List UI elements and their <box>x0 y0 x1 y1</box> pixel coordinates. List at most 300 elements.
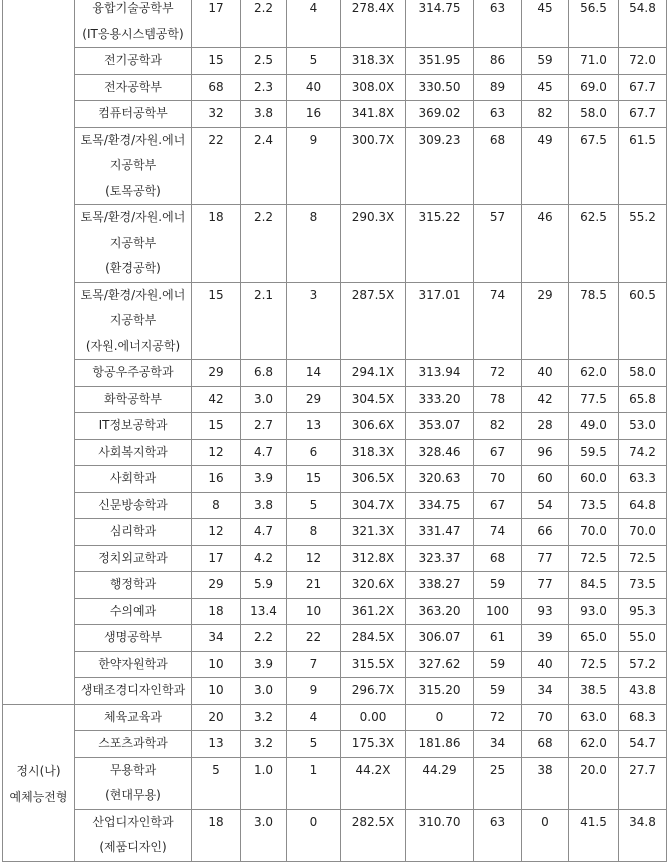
value-cell-c2: 2.4 <box>241 127 287 205</box>
value-cell-c8: 20.0 <box>569 757 619 809</box>
value-cell-c5: 320.63 <box>406 466 474 493</box>
value-cell-c1: 18 <box>192 598 241 625</box>
department-name: 전기공학과 <box>104 53 162 67</box>
value-cell-c3: 8 <box>287 205 341 283</box>
value-cell-c4: 318.3X <box>341 439 406 466</box>
value-cell-c3: 15 <box>287 466 341 493</box>
department-cell <box>75 74 192 101</box>
table-row <box>3 545 667 572</box>
value-cell-c1: 5 <box>192 757 241 809</box>
table-row <box>3 74 667 101</box>
value-cell-c9: 72.5 <box>619 545 667 572</box>
table-row <box>3 519 667 546</box>
value-cell-c2: 2.5 <box>241 48 287 75</box>
value-cell-c4: 287.5X <box>341 282 406 360</box>
value-cell-c5: 315.22 <box>406 205 474 283</box>
table-row <box>3 0 667 48</box>
value-cell-c2: 3.0 <box>241 678 287 705</box>
value-cell-c9: 72.0 <box>619 48 667 75</box>
value-cell-c1: 32 <box>192 101 241 128</box>
value-cell-c5: 327.62 <box>406 651 474 678</box>
value-cell-c9: 57.2 <box>619 651 667 678</box>
value-cell-c5: 328.46 <box>406 439 474 466</box>
value-cell-c3: 40 <box>287 74 341 101</box>
value-cell-c3: 7 <box>287 651 341 678</box>
value-cell-c8: 49.0 <box>569 413 619 440</box>
value-cell-c4: 296.7X <box>341 678 406 705</box>
value-cell-c4: 312.8X <box>341 545 406 572</box>
department-name: 무용학과 <box>109 762 157 777</box>
value-cell-c7: 77 <box>522 572 569 599</box>
table-row <box>3 282 667 360</box>
value-cell-c7: 59 <box>522 48 569 75</box>
department-cell <box>75 205 192 283</box>
value-cell-c9: 58.0 <box>619 360 667 387</box>
value-cell-c8: 84.5 <box>569 572 619 599</box>
table-row <box>3 205 667 283</box>
value-cell-c8: 71.0 <box>569 48 619 75</box>
value-cell-c6: 67 <box>474 439 522 466</box>
value-cell-c2: 3.0 <box>241 386 287 413</box>
value-cell-c6: 70 <box>474 466 522 493</box>
value-cell-c4: 175.3X <box>341 731 406 758</box>
value-cell-c5: 0 <box>406 704 474 731</box>
value-cell-c2: 3.2 <box>241 731 287 758</box>
value-cell-c5: 323.37 <box>406 545 474 572</box>
department-name: 전자공학부 <box>104 79 162 94</box>
table-row <box>3 492 667 519</box>
value-cell-c5: 351.95 <box>406 48 474 75</box>
value-cell-c7: 82 <box>522 101 569 128</box>
department-cell <box>75 439 192 466</box>
value-cell-c9: 34.8 <box>619 809 667 861</box>
value-cell-c7: 96 <box>522 439 569 466</box>
value-cell-c9: 53.0 <box>619 413 667 440</box>
department-name: 산업디자인학과 <box>92 814 174 829</box>
value-cell-c5: 44.29 <box>406 757 474 809</box>
value-cell-c2: 2.2 <box>241 0 287 48</box>
value-cell-c1: 12 <box>192 439 241 466</box>
value-cell-c2: 3.9 <box>241 466 287 493</box>
value-cell-c6: 59 <box>474 651 522 678</box>
value-cell-c3: 9 <box>287 127 341 205</box>
department-name: IT정보공학과 <box>98 418 168 432</box>
value-cell-c2: 4.7 <box>241 439 287 466</box>
value-cell-c5: 330.50 <box>406 74 474 101</box>
value-cell-c4: 278.4X <box>341 0 406 48</box>
value-cell-c9: 74.2 <box>619 439 667 466</box>
department-name: 행정학과 <box>109 577 157 591</box>
value-cell-c1: 15 <box>192 413 241 440</box>
value-cell-c3: 0 <box>287 809 341 861</box>
value-cell-c6: 74 <box>474 282 522 360</box>
value-cell-c7: 42 <box>522 386 569 413</box>
value-cell-c1: 10 <box>192 651 241 678</box>
value-cell-c7: 39 <box>522 625 569 652</box>
value-cell-c8: 93.0 <box>569 598 619 625</box>
value-cell-c5: 306.07 <box>406 625 474 652</box>
value-cell-c9: 64.8 <box>619 492 667 519</box>
value-cell-c5: 331.47 <box>406 519 474 546</box>
value-cell-c9: 43.8 <box>619 678 667 705</box>
value-cell-c6: 34 <box>474 731 522 758</box>
department-name: 항공우주공학과 <box>92 365 174 379</box>
value-cell-c6: 59 <box>474 678 522 705</box>
value-cell-c3: 9 <box>287 678 341 705</box>
value-cell-c4: 361.2X <box>341 598 406 625</box>
value-cell-c7: 45 <box>522 0 569 48</box>
value-cell-c3: 16 <box>287 101 341 128</box>
value-cell-c7: 70 <box>522 704 569 731</box>
department-cell <box>75 386 192 413</box>
value-cell-c7: 60 <box>522 466 569 493</box>
department-name: 토목/환경/자원.에너 <box>80 287 186 302</box>
admission-type-cell <box>3 704 75 861</box>
department-name: (토목공학) <box>105 183 161 198</box>
value-cell-c9: 70.0 <box>619 519 667 546</box>
value-cell-c3: 14 <box>287 360 341 387</box>
value-cell-c5: 333.20 <box>406 386 474 413</box>
value-cell-c1: 17 <box>192 545 241 572</box>
value-cell-c3: 12 <box>287 545 341 572</box>
value-cell-c9: 55.2 <box>619 205 667 283</box>
department-name: 신문방송학과 <box>98 497 168 512</box>
value-cell-c2: 4.2 <box>241 545 287 572</box>
value-cell-c2: 2.2 <box>241 205 287 283</box>
value-cell-c3: 21 <box>287 572 341 599</box>
value-cell-c8: 38.5 <box>569 678 619 705</box>
value-cell-c4: 0.00 <box>341 704 406 731</box>
department-cell <box>75 101 192 128</box>
value-cell-c2: 1.0 <box>241 757 287 809</box>
value-cell-c3: 5 <box>287 731 341 758</box>
department-name: 토목/환경/자원.에너 <box>80 132 186 147</box>
value-cell-c6: 72 <box>474 360 522 387</box>
value-cell-c5: 315.20 <box>406 678 474 705</box>
department-cell <box>75 0 192 48</box>
value-cell-c6: 74 <box>474 519 522 546</box>
value-cell-c2: 2.3 <box>241 74 287 101</box>
department-name: 스포츠과학과 <box>98 736 168 750</box>
value-cell-c3: 29 <box>287 386 341 413</box>
value-cell-c8: 72.5 <box>569 545 619 572</box>
value-cell-c8: 69.0 <box>569 74 619 101</box>
table-row <box>3 48 667 75</box>
admission-type-cell <box>3 0 75 704</box>
value-cell-c2: 2.1 <box>241 282 287 360</box>
value-cell-c1: 15 <box>192 48 241 75</box>
value-cell-c2: 6.8 <box>241 360 287 387</box>
department-cell <box>75 282 192 360</box>
value-cell-c7: 38 <box>522 757 569 809</box>
value-cell-c9: 61.5 <box>619 127 667 205</box>
value-cell-c5: 309.23 <box>406 127 474 205</box>
department-name: 지공학부 <box>109 235 157 250</box>
value-cell-c9: 55.0 <box>619 625 667 652</box>
value-cell-c5: 369.02 <box>406 101 474 128</box>
value-cell-c4: 315.5X <box>341 651 406 678</box>
value-cell-c4: 308.0X <box>341 74 406 101</box>
value-cell-c8: 58.0 <box>569 101 619 128</box>
value-cell-c8: 59.5 <box>569 439 619 466</box>
department-name: (제품디자인) <box>99 840 167 854</box>
value-cell-c8: 62.0 <box>569 731 619 758</box>
value-cell-c8: 56.5 <box>569 0 619 48</box>
table-row <box>3 413 667 440</box>
value-cell-c3: 4 <box>287 0 341 48</box>
value-cell-c4: 290.3X <box>341 205 406 283</box>
department-cell <box>75 625 192 652</box>
value-cell-c1: 10 <box>192 678 241 705</box>
value-cell-c1: 15 <box>192 282 241 360</box>
department-name: 생태조경디자인학과 <box>80 683 186 697</box>
value-cell-c4: 304.5X <box>341 386 406 413</box>
value-cell-c3: 6 <box>287 439 341 466</box>
value-cell-c6: 72 <box>474 704 522 731</box>
value-cell-c9: 54.8 <box>619 0 667 48</box>
table-row <box>3 678 667 705</box>
value-cell-c1: 22 <box>192 127 241 205</box>
value-cell-c8: 70.0 <box>569 519 619 546</box>
department-cell <box>75 731 192 758</box>
value-cell-c9: 95.3 <box>619 598 667 625</box>
department-cell <box>75 545 192 572</box>
value-cell-c2: 3.8 <box>241 101 287 128</box>
value-cell-c2: 5.9 <box>241 572 287 599</box>
value-cell-c2: 13.4 <box>241 598 287 625</box>
value-cell-c9: 60.5 <box>619 282 667 360</box>
table-row <box>3 651 667 678</box>
value-cell-c8: 60.0 <box>569 466 619 493</box>
value-cell-c7: 0 <box>522 809 569 861</box>
department-cell <box>75 519 192 546</box>
value-cell-c2: 2.2 <box>241 625 287 652</box>
table-row <box>3 101 667 128</box>
value-cell-c6: 89 <box>474 74 522 101</box>
department-cell <box>75 757 192 809</box>
value-cell-c6: 25 <box>474 757 522 809</box>
value-cell-c6: 86 <box>474 48 522 75</box>
value-cell-c2: 3.9 <box>241 651 287 678</box>
department-name: 한약자원학과 <box>98 656 168 671</box>
value-cell-c9: 68.3 <box>619 704 667 731</box>
value-cell-c9: 27.7 <box>619 757 667 809</box>
department-name: 컴퓨터공학부 <box>98 106 168 120</box>
department-cell <box>75 704 192 731</box>
value-cell-c6: 63 <box>474 809 522 861</box>
value-cell-c4: 318.3X <box>341 48 406 75</box>
value-cell-c4: 320.6X <box>341 572 406 599</box>
department-name: (환경공학) <box>105 261 161 275</box>
value-cell-c8: 41.5 <box>569 809 619 861</box>
department-name: 정치외교학과 <box>98 550 168 565</box>
value-cell-c3: 22 <box>287 625 341 652</box>
value-cell-c4: 294.1X <box>341 360 406 387</box>
value-cell-c9: 67.7 <box>619 101 667 128</box>
department-cell <box>75 651 192 678</box>
value-cell-c7: 77 <box>522 545 569 572</box>
value-cell-c8: 67.5 <box>569 127 619 205</box>
department-cell <box>75 809 192 861</box>
department-name: (IT응용시스템공학) <box>82 26 184 41</box>
value-cell-c2: 3.2 <box>241 704 287 731</box>
department-cell <box>75 413 192 440</box>
department-name: (자원.에너지공학) <box>85 338 181 353</box>
value-cell-c6: 61 <box>474 625 522 652</box>
value-cell-c7: 29 <box>522 282 569 360</box>
value-cell-c7: 34 <box>522 678 569 705</box>
value-cell-c6: 68 <box>474 127 522 205</box>
table-row <box>3 625 667 652</box>
value-cell-c5: 363.20 <box>406 598 474 625</box>
table-row <box>3 127 667 205</box>
value-cell-c5: 334.75 <box>406 492 474 519</box>
value-cell-c6: 59 <box>474 572 522 599</box>
value-cell-c7: 49 <box>522 127 569 205</box>
value-cell-c1: 29 <box>192 360 241 387</box>
value-cell-c4: 306.5X <box>341 466 406 493</box>
department-name: 사회학과 <box>109 471 157 485</box>
department-name: 화학공학부 <box>104 391 162 406</box>
value-cell-c5: 313.94 <box>406 360 474 387</box>
value-cell-c7: 40 <box>522 360 569 387</box>
department-cell <box>75 598 192 625</box>
value-cell-c2: 2.7 <box>241 413 287 440</box>
value-cell-c1: 13 <box>192 731 241 758</box>
department-cell <box>75 572 192 599</box>
department-cell <box>75 678 192 705</box>
value-cell-c3: 8 <box>287 519 341 546</box>
value-cell-c4: 284.5X <box>341 625 406 652</box>
table-row <box>3 439 667 466</box>
value-cell-c6: 100 <box>474 598 522 625</box>
value-cell-c5: 181.86 <box>406 731 474 758</box>
value-cell-c3: 13 <box>287 413 341 440</box>
value-cell-c1: 8 <box>192 492 241 519</box>
value-cell-c5: 310.70 <box>406 809 474 861</box>
table-row <box>3 360 667 387</box>
value-cell-c5: 317.01 <box>406 282 474 360</box>
department-name: 생명공학부 <box>104 630 162 644</box>
table-row <box>3 731 667 758</box>
value-cell-c6: 63 <box>474 101 522 128</box>
value-cell-c1: 16 <box>192 466 241 493</box>
value-cell-c4: 300.7X <box>341 127 406 205</box>
value-cell-c3: 5 <box>287 48 341 75</box>
value-cell-c1: 20 <box>192 704 241 731</box>
value-cell-c4: 321.3X <box>341 519 406 546</box>
value-cell-c7: 46 <box>522 205 569 283</box>
value-cell-c1: 34 <box>192 625 241 652</box>
department-name: 지공학부 <box>109 158 157 172</box>
value-cell-c4: 44.2X <box>341 757 406 809</box>
value-cell-c2: 3.0 <box>241 809 287 861</box>
value-cell-c6: 68 <box>474 545 522 572</box>
value-cell-c1: 42 <box>192 386 241 413</box>
value-cell-c5: 314.75 <box>406 0 474 48</box>
value-cell-c7: 68 <box>522 731 569 758</box>
value-cell-c8: 65.0 <box>569 625 619 652</box>
department-name: 심리학과 <box>109 524 157 538</box>
table-row <box>3 757 667 809</box>
value-cell-c3: 4 <box>287 704 341 731</box>
value-cell-c7: 66 <box>522 519 569 546</box>
value-cell-c4: 306.6X <box>341 413 406 440</box>
value-cell-c7: 28 <box>522 413 569 440</box>
table-row <box>3 809 667 861</box>
admission-type-label: 예체능전형 <box>9 789 68 804</box>
value-cell-c7: 40 <box>522 651 569 678</box>
value-cell-c8: 62.5 <box>569 205 619 283</box>
value-cell-c9: 73.5 <box>619 572 667 599</box>
value-cell-c5: 338.27 <box>406 572 474 599</box>
department-cell <box>75 360 192 387</box>
department-name: (현대무용) <box>105 788 161 802</box>
value-cell-c8: 78.5 <box>569 282 619 360</box>
value-cell-c7: 54 <box>522 492 569 519</box>
value-cell-c3: 5 <box>287 492 341 519</box>
value-cell-c3: 10 <box>287 598 341 625</box>
value-cell-c4: 304.7X <box>341 492 406 519</box>
value-cell-c9: 63.3 <box>619 466 667 493</box>
value-cell-c2: 4.7 <box>241 519 287 546</box>
value-cell-c3: 1 <box>287 757 341 809</box>
value-cell-c9: 54.7 <box>619 731 667 758</box>
value-cell-c1: 29 <box>192 572 241 599</box>
value-cell-c8: 73.5 <box>569 492 619 519</box>
value-cell-c3: 3 <box>287 282 341 360</box>
value-cell-c7: 93 <box>522 598 569 625</box>
value-cell-c4: 341.8X <box>341 101 406 128</box>
value-cell-c4: 282.5X <box>341 809 406 861</box>
value-cell-c6: 63 <box>474 0 522 48</box>
table-row <box>3 572 667 599</box>
value-cell-c1: 12 <box>192 519 241 546</box>
department-name: 융합기술공학부 <box>92 1 174 15</box>
department-cell <box>75 466 192 493</box>
value-cell-c8: 62.0 <box>569 360 619 387</box>
table-row <box>3 466 667 493</box>
admission-type-label: 정시(나) <box>16 764 61 778</box>
department-cell <box>75 492 192 519</box>
value-cell-c1: 18 <box>192 809 241 861</box>
value-cell-c6: 67 <box>474 492 522 519</box>
value-cell-c1: 68 <box>192 74 241 101</box>
table-row <box>3 704 667 731</box>
value-cell-c9: 65.8 <box>619 386 667 413</box>
department-cell <box>75 127 192 205</box>
department-name: 수의예과 <box>109 603 157 618</box>
value-cell-c1: 18 <box>192 205 241 283</box>
value-cell-c7: 45 <box>522 74 569 101</box>
value-cell-c6: 78 <box>474 386 522 413</box>
admissions-results-table <box>2 0 667 862</box>
table-row <box>3 386 667 413</box>
table-row <box>3 598 667 625</box>
table-body <box>3 0 667 861</box>
value-cell-c8: 63.0 <box>569 704 619 731</box>
department-cell <box>75 48 192 75</box>
value-cell-c8: 72.5 <box>569 651 619 678</box>
value-cell-c5: 353.07 <box>406 413 474 440</box>
value-cell-c2: 3.8 <box>241 492 287 519</box>
department-name: 체육교육과 <box>104 709 162 724</box>
value-cell-c9: 67.7 <box>619 74 667 101</box>
department-name: 사회복지학과 <box>98 444 168 459</box>
value-cell-c6: 82 <box>474 413 522 440</box>
value-cell-c6: 57 <box>474 205 522 283</box>
department-name: 지공학부 <box>109 313 157 327</box>
